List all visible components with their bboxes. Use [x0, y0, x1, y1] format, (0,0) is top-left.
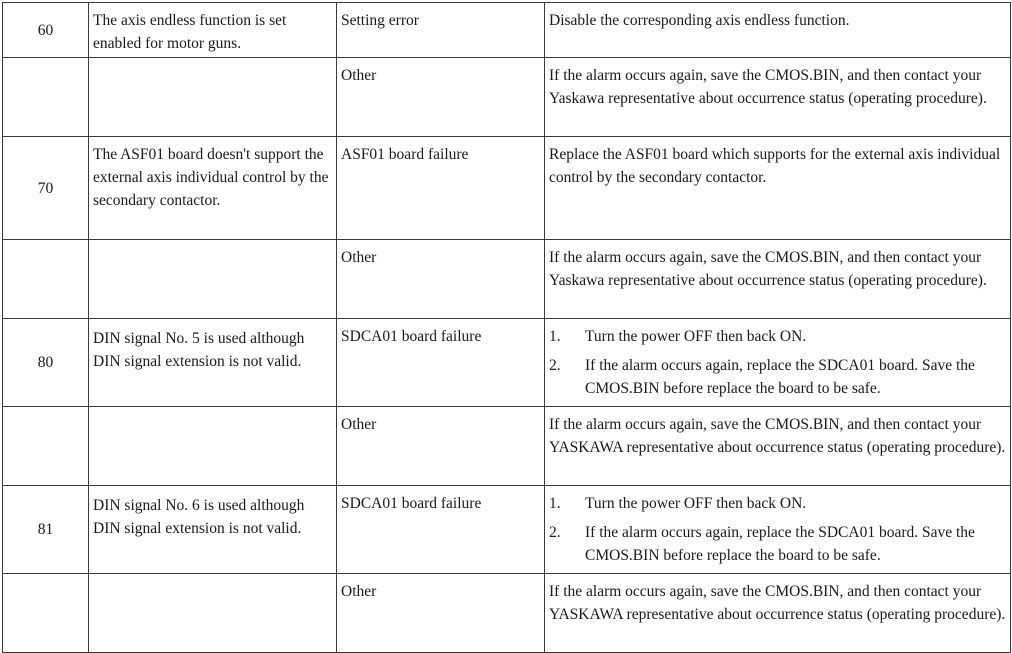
cause-type: Other [337, 574, 545, 653]
cause-text: DIN signal No. 6 is used although DIN signal extension is not valid. [89, 486, 337, 574]
steps-list [549, 492, 1006, 567]
cause-type: SDCA01 board failure [337, 319, 545, 407]
steps-list [549, 325, 1006, 400]
table-row [3, 58, 1011, 137]
table-row [3, 319, 1011, 407]
table-row [3, 240, 1011, 319]
alarm-remedy-table [2, 2, 1011, 653]
cause-type: Other [337, 58, 545, 137]
table-row [3, 137, 1011, 240]
cause-type: Setting error [337, 3, 545, 58]
step-text: Turn the power OFF then back ON. [585, 328, 807, 345]
remedy-steps [545, 486, 1011, 574]
step-number: 2. [549, 357, 561, 374]
remedy-text: Replace the ASF01 board which supports for the external axis individual control by the secondary contactor. [545, 137, 1011, 240]
alarm-subcode: 81 [3, 486, 89, 574]
table-row [3, 574, 1011, 653]
cause-type: Other [337, 407, 545, 486]
alarm-subcode: 80 [3, 319, 89, 407]
list-item [549, 354, 1006, 400]
remedy-text: If the alarm occurs again, save the CMOS.BIN, and then contact your YASKAWA representative about occurrence status (operating procedure). [545, 574, 1011, 653]
list-item [549, 521, 1006, 567]
step-text: Turn the power OFF then back ON. [585, 495, 807, 512]
cause-type: ASF01 board failure [337, 137, 545, 240]
step-number: 2. [549, 524, 561, 541]
step-text: If the alarm occurs again, replace the SDCA01 board. Save the CMOS.BIN before replace the board to be safe. [585, 524, 975, 564]
remedy-text: If the alarm occurs again, save the CMOS.BIN, and then contact your YASKAWA representative about occurrence status (operating procedure). [545, 407, 1011, 486]
alarm-subcode: 70 [3, 137, 89, 240]
step-number: 1. [549, 495, 561, 512]
remedy-text: Disable the corresponding axis endless function. [545, 3, 1011, 58]
cause-text: The ASF01 board doesn't support the external axis individual control by the secondary contactor. [89, 137, 337, 240]
remedy-steps [545, 319, 1011, 407]
cause-type: SDCA01 board failure [337, 486, 545, 574]
cause-text: The axis endless function is set enabled for motor guns. [89, 3, 337, 58]
table-row [3, 407, 1011, 486]
step-number: 1. [549, 328, 561, 345]
table-row [3, 3, 1011, 58]
cause-type: Other [337, 240, 545, 319]
alarm-subcode: 60 [3, 3, 89, 58]
step-text: If the alarm occurs again, replace the SDCA01 board. Save the CMOS.BIN before replace the board to be safe. [585, 357, 975, 397]
alarm-table-container [2, 2, 1011, 653]
cause-text: DIN signal No. 5 is used although DIN signal extension is not valid. [89, 319, 337, 407]
table-row [3, 486, 1011, 574]
list-item [549, 325, 1006, 348]
remedy-text: If the alarm occurs again, save the CMOS.BIN, and then contact your Yaskawa representative about occurrence status (operating procedure). [545, 240, 1011, 319]
list-item [549, 492, 1006, 515]
remedy-text: If the alarm occurs again, save the CMOS.BIN, and then contact your Yaskawa representative about occurrence status (operating procedure). [545, 58, 1011, 137]
